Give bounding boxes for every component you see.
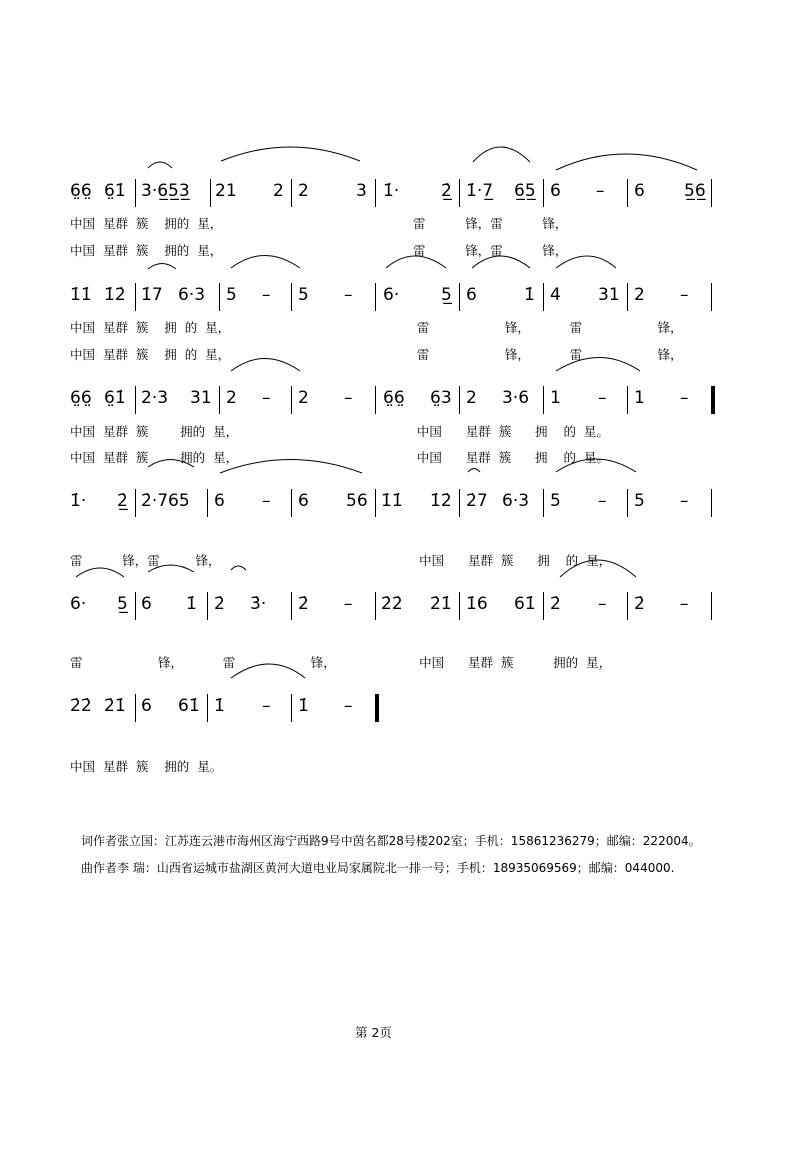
barline	[711, 592, 712, 620]
notation-line	[0, 592, 797, 616]
note-group: 2·3	[141, 388, 169, 408]
note-group: 6	[141, 594, 152, 614]
note-group: 1̇	[186, 594, 197, 614]
barline	[627, 179, 628, 207]
barline	[711, 489, 712, 517]
note-group: 5	[634, 491, 645, 511]
note-group: 6̤6̤	[383, 388, 405, 408]
barline	[375, 386, 376, 414]
note-group: 31	[190, 388, 212, 408]
note-group: 6	[634, 181, 645, 201]
note-group: 6̤6̤	[70, 388, 92, 408]
composer-credit: 曲作者李 瑞：山西省运城市盐湖区黄河大道电业局家属院北一排一号；手机：18935069569；邮编：044000.	[81, 861, 675, 875]
note-group: 1̇·	[383, 181, 400, 201]
note-group: 2	[466, 388, 477, 408]
note-group: 6̲5̲	[514, 181, 536, 201]
barline	[219, 283, 220, 311]
note-group: 2̇·765	[141, 491, 190, 511]
note-group: 6	[550, 181, 561, 201]
note-group: 3·6	[502, 388, 530, 408]
note-group: 1	[634, 388, 645, 408]
slur	[76, 568, 124, 577]
note-group: 31	[598, 285, 620, 305]
note-group: 2̇	[634, 594, 645, 614]
note-group: 5	[550, 491, 561, 511]
note-group: 1̇·7̲	[466, 181, 494, 201]
barline	[135, 694, 136, 722]
barline	[207, 694, 208, 722]
note-group: 6̤1̇	[104, 388, 126, 408]
lyric-line: 中国 星群 簇 拥的 星， 中国 星群 簇 拥 的 星。	[70, 424, 609, 439]
note-group: –	[598, 491, 607, 511]
note-group: 61̇	[178, 696, 200, 716]
repeat-barline	[711, 386, 715, 414]
note-group: 1̇2̇	[430, 491, 452, 511]
note-group: 2̇	[550, 594, 561, 614]
slur	[148, 264, 176, 270]
note-group: –	[262, 388, 271, 408]
barline	[219, 386, 220, 414]
note-group: 4	[550, 285, 561, 305]
note-group: 1̇7	[141, 285, 163, 305]
note-group: –	[598, 388, 607, 408]
note-group: 2	[273, 181, 284, 201]
note-group: –	[680, 491, 689, 511]
note-group: –	[262, 285, 271, 305]
note-group: 61̇	[514, 594, 536, 614]
note-group: –	[680, 388, 689, 408]
barline	[207, 592, 208, 620]
note-group: 6	[214, 491, 225, 511]
note-group: 2̇1̇	[430, 594, 452, 614]
barline	[135, 489, 136, 517]
note-group: 2̇	[214, 594, 225, 614]
note-group: 2̲̇	[117, 491, 128, 511]
barline	[711, 179, 712, 207]
note-group: 1̇·	[70, 491, 87, 511]
note-group: 6·3	[178, 285, 206, 305]
notation-line	[0, 283, 797, 307]
barline	[459, 179, 460, 207]
barline	[459, 386, 460, 414]
note-group: 1̇	[214, 696, 225, 716]
note-group: 5̲	[441, 285, 452, 305]
barline	[291, 283, 292, 311]
note-group: 21	[215, 181, 237, 201]
slur	[468, 469, 480, 473]
note-group: 1̇	[524, 285, 535, 305]
barline	[627, 386, 628, 414]
barline	[543, 592, 544, 620]
note-group: 6̤1̇	[104, 181, 126, 201]
barline	[711, 283, 712, 311]
note-group: –	[262, 696, 271, 716]
barline	[291, 489, 292, 517]
note-group: 2̲̇	[441, 181, 452, 201]
barline	[627, 283, 628, 311]
slur	[473, 147, 530, 162]
lyric-line: 雷 锋， 雷 锋， 中国 星群 簇 拥的 星，	[70, 655, 612, 670]
note-group: 1̇	[298, 696, 309, 716]
barline	[627, 592, 628, 620]
barline	[459, 592, 460, 620]
lyricist-credit: 词作者张立国：江苏连云港市海州区海宁西路9号中茵名都28号楼202室；手机：15861236279；邮编：222004。	[81, 834, 701, 848]
note-group: 3̇·	[250, 594, 267, 614]
note-group: 1̇2̇	[104, 285, 126, 305]
barline	[459, 489, 460, 517]
lyric-line: 中国 星群 簇 拥的 星， 雷 锋，雷 锋，	[70, 216, 568, 231]
final-barline	[375, 694, 379, 722]
note-group: 1̇6	[466, 594, 488, 614]
notation-line	[0, 179, 797, 203]
note-group: –	[344, 594, 353, 614]
barline	[210, 179, 211, 207]
note-group: 5̲	[117, 594, 128, 614]
note-group: 6·	[70, 594, 87, 614]
note-group: 5	[226, 285, 237, 305]
note-group: –	[596, 181, 605, 201]
note-group: 2̇7	[466, 491, 488, 511]
notation-line	[0, 489, 797, 513]
notation-line	[0, 694, 797, 718]
note-group: 6̤3	[430, 388, 452, 408]
lyric-line: 中国 星群 簇 拥 的 星， 雷 锋， 雷 锋，	[70, 320, 683, 335]
barline	[543, 386, 544, 414]
page-number: 第 2页	[355, 1025, 392, 1040]
note-group: 6·	[383, 285, 400, 305]
note-group: 6̤6̤	[70, 181, 92, 201]
barline	[291, 592, 292, 620]
lyric-line: 中国 星群 簇 拥的 星， 雷 锋，雷 锋，	[70, 243, 568, 258]
note-group: –	[680, 594, 689, 614]
barline	[375, 489, 376, 517]
lyric-line: 中国 星群 簇 拥的 星。	[70, 759, 223, 774]
note-group: 1̇1̇	[70, 285, 92, 305]
note-group: 6	[298, 491, 309, 511]
note-group: 6	[466, 285, 477, 305]
note-group: –	[680, 285, 689, 305]
barline	[135, 283, 136, 311]
barline	[375, 592, 376, 620]
barline	[135, 386, 136, 414]
note-group: 2	[298, 388, 309, 408]
note-group: –	[344, 696, 353, 716]
note-group: 5̲6̲	[684, 181, 706, 201]
note-group: –	[598, 594, 607, 614]
barline	[375, 283, 376, 311]
barline	[543, 489, 544, 517]
barline	[135, 179, 136, 207]
note-group: 56	[346, 491, 368, 511]
barline	[291, 694, 292, 722]
note-group: 2	[634, 285, 645, 305]
slur	[221, 147, 360, 161]
note-group: 2̇1̇	[104, 696, 126, 716]
note-group: 1̇1̇	[381, 491, 403, 511]
barline	[291, 179, 292, 207]
barline	[459, 283, 460, 311]
note-group: 3	[356, 181, 367, 201]
note-group: 1	[550, 388, 561, 408]
note-group: 3·6̲5̲3̲	[141, 181, 190, 201]
barline	[543, 283, 544, 311]
barline	[135, 592, 136, 620]
note-group: 2̇	[298, 594, 309, 614]
slur	[148, 162, 172, 168]
barline	[543, 179, 544, 207]
slur	[556, 154, 697, 170]
barline	[207, 489, 208, 517]
note-group: –	[344, 285, 353, 305]
note-group: –	[262, 491, 271, 511]
lyric-line: 中国 星群 簇 拥 的 星， 雷 锋， 雷 锋，	[70, 347, 683, 362]
lyric-line: 中国 星群 簇 拥的 星， 中国 星群 簇 拥 的 星。	[70, 450, 609, 465]
note-group: –	[344, 388, 353, 408]
note-group: 2̇2̇	[381, 594, 403, 614]
barline	[291, 386, 292, 414]
barline	[627, 489, 628, 517]
note-group: 2	[298, 181, 309, 201]
lyric-line: 雷 锋，雷 锋， 中国 星群 簇 拥 的 星，	[70, 553, 612, 568]
note-group: 2̇2̇	[70, 696, 92, 716]
notation-line	[0, 386, 797, 410]
note-group: 2	[226, 388, 237, 408]
note-group: 6	[141, 696, 152, 716]
barline	[375, 179, 376, 207]
note-group: 5	[298, 285, 309, 305]
note-group: 6·3	[502, 491, 530, 511]
